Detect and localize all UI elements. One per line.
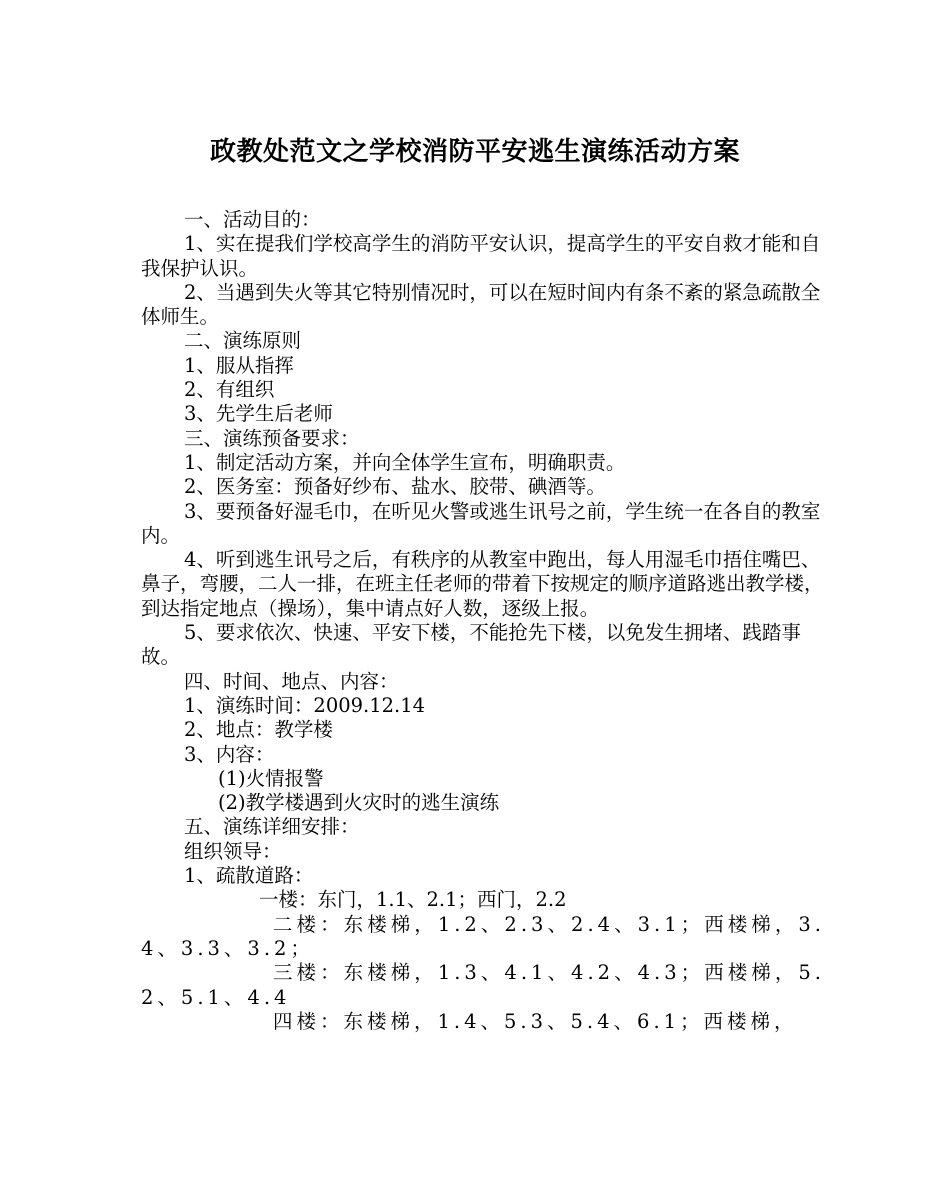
section-heading-purpose: 一、活动目的： xyxy=(184,208,321,231)
schedule-time: 1、演练时间：2009.12.14 xyxy=(184,693,426,717)
section-heading-principles: 二、演练原则 xyxy=(184,329,302,353)
content-item-2: (2)教学楼遇到火灾时的逃生演练 xyxy=(218,791,500,815)
evacuation-routes-heading: 1、疏散道路： xyxy=(184,864,314,888)
principle-item-1: 1、服从指挥 xyxy=(184,353,294,377)
principle-item-2: 2、有组织 xyxy=(184,378,275,402)
route-floor-3: 三楼：东楼梯，1.3、4.1、4.2、4.3；西楼梯，5.2、5.1、4.4 xyxy=(141,961,825,1009)
requirement-item-2: 2、医务室：预备好纱布、盐水、胶带、碘酒等。 xyxy=(184,475,606,499)
section-heading-schedule: 四、时间、地点、内容： xyxy=(184,669,399,693)
document-title: 政教处范文之学校消防平安逃生演练活动方案 xyxy=(209,137,740,167)
principle-item-3: 3、先学生后老师 xyxy=(184,402,333,426)
requirement-item-5: 5、要求依次、快速、平安下楼，不能抢先下楼，以免发生拥堵、践踏事故。 xyxy=(141,621,801,669)
content-item-1: (1)火情报警 xyxy=(218,766,324,790)
requirement-item-3: 3、要预备好湿毛巾，在听见火警或逃生讯号之前，学生统一在各自的教室内。 xyxy=(141,499,821,547)
requirement-item-4: 4、听到逃生讯号之后，有秩序的从教室中跑出，每人用湿毛巾捂住嘴巴、鼻子，弯腰，二人一排，在班主任老师的带着下按规定的顺序道路逃出教学楼，到达指定地点（操场），集中请点好人数，逐级上报。 xyxy=(141,548,824,620)
section-heading-requirements: 三、演练预备要求： xyxy=(184,426,360,450)
requirement-item-1: 1、制定活动方案，并向全体学生宣布，明确职责。 xyxy=(184,450,626,474)
purpose-item-1: 1、实在提我们学校高学生的消防平安认识，提高学生的平安自救才能和自我保护认识。 xyxy=(141,232,821,280)
purpose-item-2: 2、当遇到失火等其它特别情况时，可以在短时间内有条不紊的紧急疏散全体师生。 xyxy=(141,280,821,329)
organization-leadership: 组织领导： xyxy=(184,839,282,863)
schedule-content: 3、内容： xyxy=(184,742,275,766)
document-body xyxy=(141,208,825,1034)
schedule-location: 2、地点：教学楼 xyxy=(184,718,333,742)
route-floor-2: 二楼：东楼梯，1.2、2.3、2.4、3.1；西楼梯，3.4、3.3、3.2； xyxy=(141,912,825,960)
route-floor-1: 一楼：东门，1.1、2.1；西门，2.2 xyxy=(259,888,567,912)
section-heading-arrangement: 五、演练详细安排： xyxy=(184,815,360,839)
route-floor-4: 四楼：东楼梯，1.4、5.3、5.4、6.1；西楼梯， xyxy=(273,1009,798,1033)
